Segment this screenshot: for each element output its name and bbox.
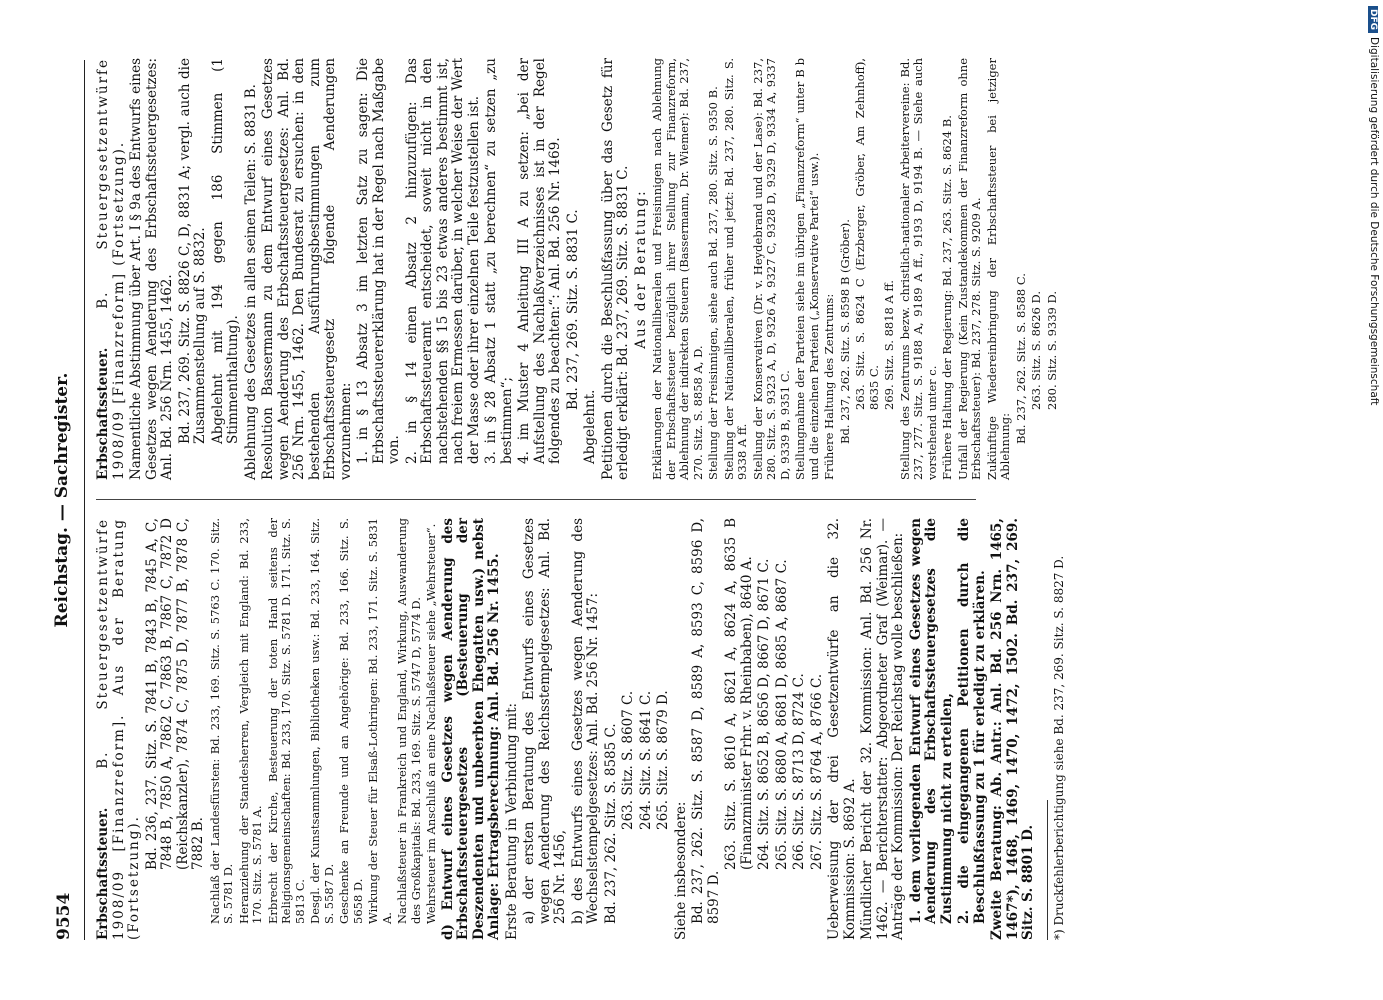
subentry: Stellungnahme der Parteien siehe im übrigen „Finanzreform“ unter B b und die einzelnen Parteien („Konservative Partei“ usw.).: [793, 58, 821, 480]
petitions: Petitionen durch die Beschlußfassung über das Gesetz für erledigt erklärt: Bd. 237, 269. Sitz. S. 8831 C.: [599, 58, 631, 480]
dfg-side-note: [1367, 6, 1381, 986]
subentry: Wehrsteuer im Anschluß an eine Nachlaßsteuer siehe „Wehrsteuer“.: [424, 523, 438, 924]
lemma: Erbschaftssteuer.: [95, 347, 111, 480]
citation: Bd. 237, 269. Sitz. S. 8826 C, D, 8831 A; vergl. auch die Zusammenstellung auf S. 8832.: [176, 58, 208, 444]
subentry: Frühere Haltung der Regierung: Bd. 237, 263. Sitz. S. 8624 B.: [940, 115, 954, 480]
first-reading: Erste Beratung in Verbindung mit:: [503, 702, 520, 940]
citation: 269. Sitz. S. 8818 A ff.: [882, 280, 896, 410]
funding-text: Digitalisierung gefördert durch die Deutsche Forschungsgemeinschaft: [1368, 37, 1380, 406]
footnote: *) Druckfehlerberichtigung siehe Bd. 237, 269. Sitz. S. 8827 D.: [1051, 555, 1066, 940]
citation: Bd. 237, 262. Sitz. S. 8598 B (Gröber).: [837, 219, 852, 444]
citation: 263. Sitz. S. 8626 D.: [1029, 291, 1043, 410]
citation: Bd. 237, 262. Sitz. S. 8588 C.: [1013, 273, 1028, 444]
scanned-page: [12, 0, 1342, 1000]
resolution-item: 3. in § 28 Absatz 1 statt „zu berechnen“ zu setzen „zu bestimmen“;: [483, 58, 515, 464]
referral: Ueberweisung der drei Gesetzentwürfe an die 32. Kommission: S. 8692 A.: [826, 518, 858, 940]
subentry: Heranziehung der Standesherren, Vergleich mit England: Bd. 233, 170. Sitz. S. 5781 A.: [236, 518, 264, 924]
motion-1: 1. dem vorliegenden Entwurf eines Gesetzes wegen Aenderung des Erbschaftssteuergesetzes die Zustimmung nicht zu erteilen,: [907, 518, 955, 924]
subentry: Stellung des Zentrums bezw. christlich-nationaler Arbeitervereine: Bd. 237, 277. Sitz. S. 9188 A, 9189 A ff., 9193 D, 9194 B. — Siehe auch vorstehend unter c.: [897, 58, 939, 480]
citation: 266. Sitz. S. 8713 D, 8724 C.: [791, 673, 807, 870]
citation: 264. Sitz. S. 8652 B, 8656 D, 8667 D, 8671 C.: [756, 558, 772, 870]
resolution: Resolution Bassermann zu dem Entwurf eines Gesetzes wegen Aenderung des Erbschaftssteuergesetzes: Anl. Bd. 256 Nrn. 1455, 1462. Den Bundesrat zu ersuchen: in den bestehenden Ausführungsbestimmungen zum Erbschaftssteuergesetz folgende Aenderungen vorzunehmen:: [260, 58, 354, 480]
page-header: [52, 60, 82, 940]
citation: 263. Sitz. S. 8610 A, 8621 A, 8624 A, 8635 B (Finanzminister Frhr. v. Rheinbaben), 8640 A.: [723, 518, 755, 870]
section-heading: B. Steuergesetzentwürfe 1908/09 [Finanzreform]. Aus der Beratung (Fortsetzung).: [95, 517, 142, 940]
subentry: Desgl. der Kunstsammlungen, Bibliotheken usw.: Bd. 233, 164. Sitz. S. 5587 D.: [308, 518, 336, 924]
citation: 264. Sitz. S. 8641 C.: [637, 690, 654, 830]
subentry: Zukünftige Wiedereinbringung der Erbschaftssteuer bei jetziger Ablehnung:: [984, 58, 1012, 480]
page-number: 9554: [54, 892, 74, 940]
column-divider: [96, 499, 976, 500]
item-b: b) des Entwurfs eines Gesetzes wegen Aenderung des Wechselstempelgesetzes: Anl. Bd. 256 Nr. 1457:: [569, 518, 601, 924]
citation: Bd. 237, 269. Sitz. S. 8831 C.: [564, 209, 581, 410]
section-heading: B. Steuergesetzentwürfe 1908/09 [Finanzreform] (Fortsetzung).: [95, 57, 127, 480]
result: Abgelehnt mit 194 gegen 186 Stimmen (1 Stimmenthaltung).: [209, 58, 241, 444]
citation: 265. Sitz. S. 8680 A, 8681 D, 8685 A, 8687 C.: [773, 559, 790, 870]
subentry: Nachlaßsteuer in Frankreich und England, Wirkung, Auswanderung des Großkapitals: Bd. 233, 169. Sitz. S. 5747 D, 5774 D.: [395, 518, 423, 924]
subentry: Geschenke an Freunde und an Angehörige: Bd. 233, 166. Sitz. S. 5658 D.: [337, 518, 365, 924]
dfg-logo: DFG: [1368, 6, 1378, 33]
subentry: Erklärungen der Nationalliberalen und Freisinnigen nach Ablehnung der Erbschaftssteuer bezüglich ihrer Stellung zur Finanzreform, Ablehnung der indirekten Steuern (Bassermann, Dr. Wiemer): Bd. 237, 270. Sitz. S. 8858 A, D.: [650, 58, 705, 480]
resolution-item: 2. in § 14 einen Absatz 2 hinzuzufügen: Das Erbschaftssteueramt entscheidet, soweit nicht in den nachstehenden §§ 15 bis 23 etwas anderes bestimmt ist, nach freiem Ermessen darüber, in welcher Weise der Wert der Masse oder ihrer einzelnen Teile festzustellen ist.: [403, 58, 482, 464]
subentry: Stellung der Freisinnigen, siehe auch Bd. 237, 280. Sitz. S. 9350 B.: [706, 86, 720, 480]
rejection: Ablehnung des Gesetzes in allen seinen Teilen: S. 8831 B.: [242, 84, 259, 480]
subentry: Erbrecht der Kirche, Besteuerung der toten Hand seitens der Religionsgemeinschaften: Bd. 233, 170. Sitz. S. 5781 D. 171. Sitz. S. 5813 C.: [265, 518, 307, 924]
header-rule: [84, 60, 85, 940]
citation: 280. Sitz. S. 9339 D.: [1044, 291, 1059, 410]
left-column: [96, 518, 1069, 940]
citation: Bd. 236, 237. Sitz. S. 7841 B, 7843 B, 7845 A, C, 7848 B, 7850 A, 7862 C, 7863 B, 7867 C, 7872 D (Reichskanzler), 7874 C, 7875 D, 7877 B, 7878 C, 7882 B.: [143, 518, 206, 870]
subentry: Stellung der Konservativen (Dr. v. Heydebrand und der Lase): Bd. 237, 280. Sitz. S. 9323 A, D, 9326 A, 9327 C, 9328 D, 9329 D, 9334 A, 9337 D, 9339 B, 9351 C.: [750, 58, 792, 480]
subentry: Unfall der Regierung (Kein Zustandekommen der Finanzreform ohne Erbschaftssteuer): Bd. 237, 278. Sitz. S. 9209 A.: [955, 58, 983, 480]
citation: 265. Sitz. S. 8679 D.: [655, 690, 671, 830]
subentry: Nachlaß der Landesfürsten: Bd. 233, 169. Sitz. S. 5763 C. 170. Sitz. S. 5781 D.: [207, 518, 235, 924]
lemma: Erbschaftssteuer.: [95, 807, 111, 940]
see-especially: Siehe insbesondere:: [672, 801, 689, 940]
citation: Bd. 237, 262. Sitz. S. 8585 C.: [602, 723, 619, 924]
citation: 263. Sitz. S. 8624 C (Erzberger, Gröber, Am Zehnhoff), 8635 C.: [853, 58, 881, 410]
resolution-item: 4. im Muster 4 Anleitung III A zu setzen: „bei der Aufstellung des Nachlaßverzeichnisses ist in der Regel folgendes zu beachten:“: Anl. Bd. 256 Nr. 1469.: [516, 58, 563, 464]
running-title: Reichstag. — Sachregister.: [52, 372, 72, 628]
citation: 263. Sitz. S. 8607 C.: [620, 690, 636, 830]
entry-heading: [96, 58, 127, 480]
motion-2: 2. die eingegangenen Petitionen durch die Beschlußfassung zu 1 für erledigt zu erklären.: [956, 518, 988, 924]
funding-note: [1368, 6, 1380, 986]
citation: Bd. 237, 262. Sitz. S. 8587 D, 8589 A, 8593 C, 8596 D, 8597 D.: [690, 518, 722, 924]
item-a: a) der ersten Beratung des Entwurfs eines Gesetzes wegen Aenderung des Reichsstempelgesetzes: Anl. Bd. 256 Nr. 1456,: [521, 518, 568, 924]
right-column: [96, 58, 1061, 480]
second-reading: Zweite Beratung: Ab. Antr.: Anl. Bd. 256 Nrn. 1465, 1467*), 1468, 1469, 1470, 1472, 1502. Bd. 237, 269. Sitz. S. 8801 D.: [989, 518, 1036, 940]
subentry: Stellung der Nationalliberalen, früher und jetzt: Bd. 237, 280. Sitz. S. 9338 A ff.: [721, 58, 749, 480]
vote: Namentliche Abstimmung über Art. I § 9a des Entwurfs eines Gesetzes wegen Aenderung des Erbschaftssteuergesetzes: Anl. Bd. 256 Nrn. 1455, 1462.: [128, 58, 175, 480]
subentry: Wirkung der Steuer für Elsaß-Lothringen: Bd. 233, 171. Sitz. S. 5831 A.: [366, 518, 394, 924]
footnote-rule: [1047, 800, 1048, 940]
entry-heading: [96, 518, 143, 940]
resolution-item: 1. in § 13 Absatz 3 im letzten Satz zu sagen: Die Erbschaftssteuererklärung hat in der Regel nach Maßgabe von.: [355, 58, 402, 464]
subentry: Frühere Haltung des Zentrums:: [822, 293, 836, 480]
committee-report: Mündlicher Bericht der 32. Kommission: Anl. Bd. 256 Nr. 1462. — Berichterstatter: Abgeordneter Graf (Weimar). — Anträge der Kommission: Der Reichstag wolle beschließen:: [859, 518, 906, 940]
subsection-d: d) Entwurf eines Gesetzes wegen Aenderung des Erbschaftssteuergesetzes (Besteuerung der Deszendenten und unbeerbten Ehegatten usw.) nebst Anlage: Ertragsberechnung: Anl. Bd. 256 Nr. 1455.: [439, 518, 502, 940]
citation: 267. Sitz. S. 8764 A, 8766 C.: [808, 673, 825, 870]
rejected-note: Abgelehnt.: [582, 389, 598, 464]
subheading-debate: Aus der Beratung:: [632, 189, 649, 349]
